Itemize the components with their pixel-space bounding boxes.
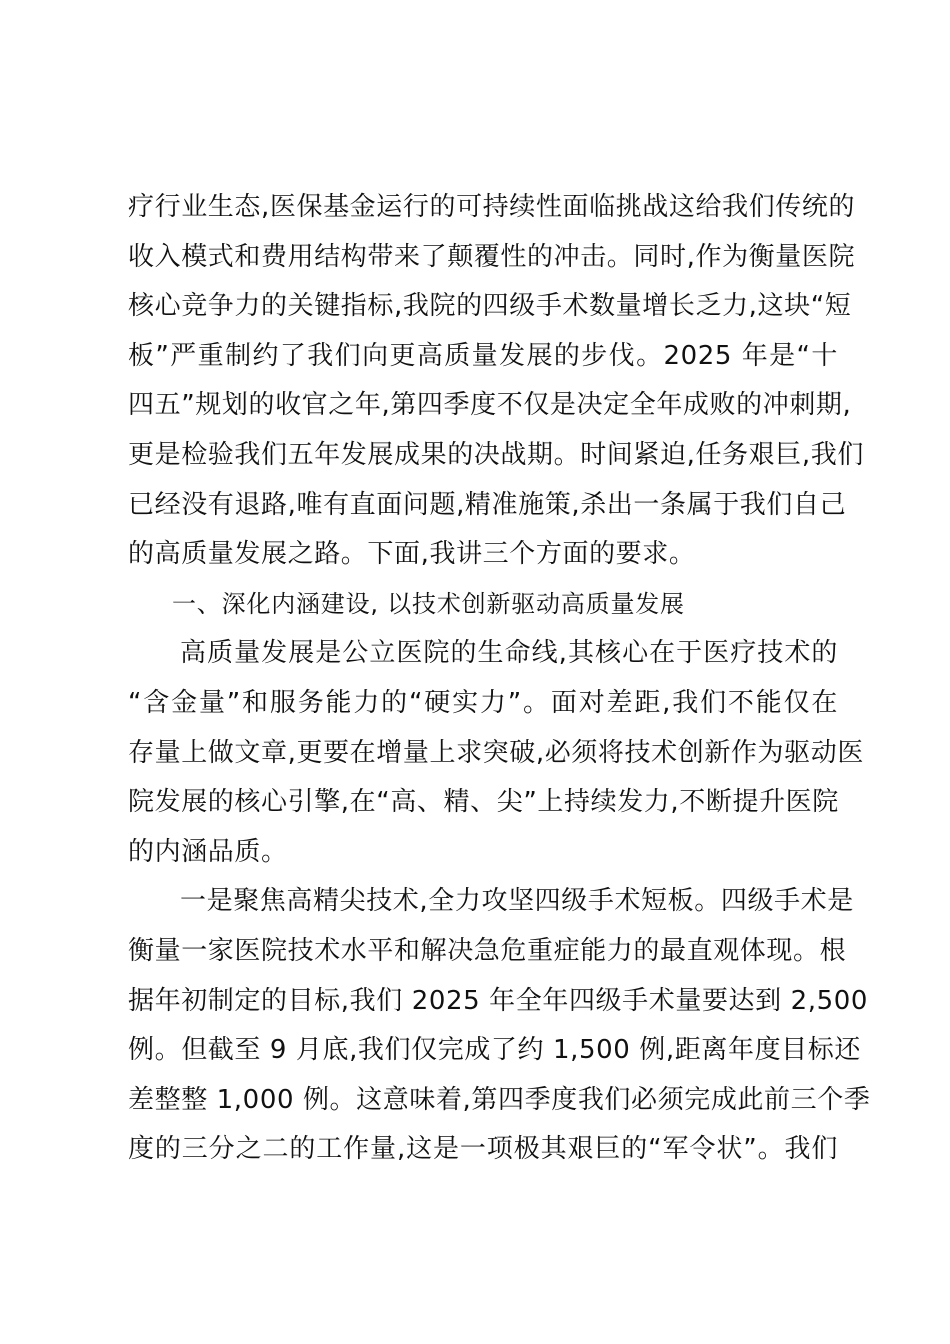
text-line: 收入模式和费用结构带来了颠覆性的冲击。同时,作为衡量医院 (128, 241, 856, 272)
text-line: 疗行业生态,医保基金运行的可持续性面临挑战这给我们传统的 (128, 192, 856, 222)
text-line: 存量上做文章,更要在增量上求突破,必须将技术创新作为驱动医 (128, 737, 864, 768)
text-line: 的高质量发展之路。下面,我讲三个方面的要求。 (128, 539, 696, 570)
body-text (128, 183, 871, 1175)
text-line: 已经没有退路,唯有直面问题,精准施策,杀出一条属于我们自己 (128, 489, 847, 520)
text-line: 院发展的核心引擎,在“高、精、尖”上持续发力,不断提升医院 (128, 787, 839, 818)
text-line: 例。但截至 9 月底,我们仅完成了约 1,500 例,距离年度目标还 (128, 1035, 861, 1066)
text-line: 衡量一家医院技术水平和解决急危重症能力的最直观体现。根 (128, 935, 847, 966)
text-line: 一是聚焦高精尖技术,全力攻坚四级手术短板。四级手术是 (180, 886, 854, 917)
section-heading: 一、深化内涵建设, 以技术创新驱动高质量发展 (172, 589, 685, 618)
text-line: 板”严重制约了我们向更高质量发展的步伐。2025 年是“十 (128, 340, 838, 371)
text-line: 的内涵品质。 (128, 836, 288, 867)
text-line: 度的三分之二的工作量,这是一项极其艰巨的“军令状”。我们 (128, 1134, 838, 1165)
text-line: 据年初制定的目标,我们 2025 年全年四级手术量要达到 2,500 (128, 985, 869, 1016)
text-line: 核心竞争力的关键指标,我院的四级手术数量增长乏力,这块“短 (128, 291, 852, 322)
text-line: “含金量”和服务能力的“硬实力”。面对差距,我们不能仅在 (128, 687, 838, 718)
text-line: 四五”规划的收官之年,第四季度不仅是决定全年成败的冲刺期, (128, 390, 852, 421)
text-line: 高质量发展是公立医院的生命线,其核心在于医疗技术的 (180, 638, 838, 669)
text-line: 差整整 1,000 例。这意味着,第四季度我们必须完成此前三个季 (128, 1084, 871, 1115)
text-line: 更是检验我们五年发展成果的决战期。时间紧迫,任务艰巨,我们 (128, 439, 864, 470)
